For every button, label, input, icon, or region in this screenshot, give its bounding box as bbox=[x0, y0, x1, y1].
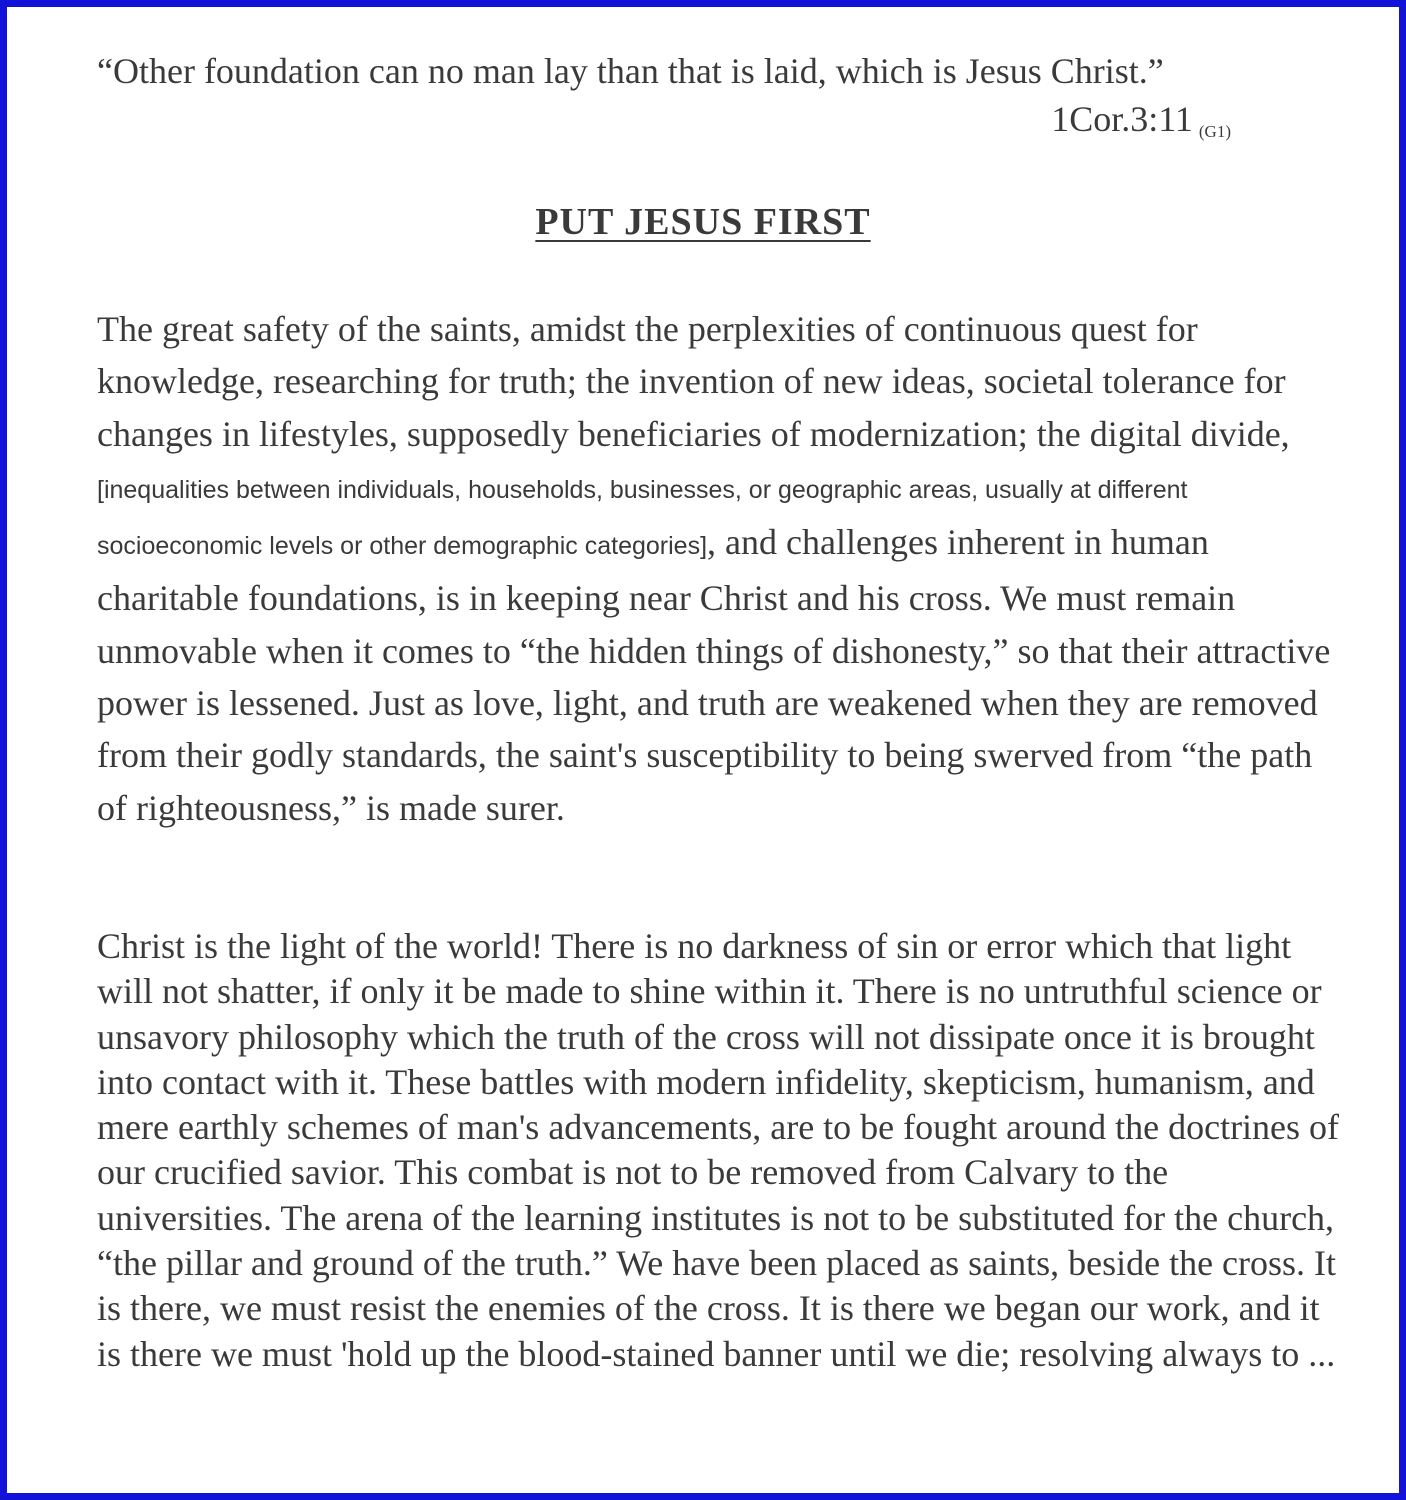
scripture-reference: 1Cor.3:11 bbox=[1051, 99, 1193, 139]
paragraph-2: Christ is the light of the world! There is no darkness of sin or error which that light will not shatter, if only it be made to shine within it. There is no untruthful science or unsavory philosophy which the truth of the cross will not dissipate once it is brought into contact with it. These battles with modern infidelity, skepticism, humanism, and mere earthly schemes of man's advancements, are to be fought around the doctrines of our crucified savior. This combat is not to be removed from Calvary to the universities. The arena of the learning institutes is not to be substituted for the church, “the pillar and ground of the truth.” We have been placed as saints, beside the cross. It is there, we must resist the enemies of the cross. It is there we began our work, and it is there we must 'hold up the blood-stained banner until we die; resolving always to ... bbox=[97, 926, 1340, 1374]
epigraph-reference bbox=[1051, 95, 1231, 156]
page-title: PUT JESUS FIRST bbox=[535, 201, 871, 243]
paragraph-1-text-before: The great safety of the saints, amidst the perplexities of continuous quest for knowledge, researching for truth; the invention of new ideas, societal tolerance for changes in lifestyles, supposedly beneficiaries of modernization; the digital divide, bbox=[97, 309, 1290, 454]
paragraph-1-text-after: , and challenges inherent in human charitable foundations, is in keeping near Christ and his cross. We must remain unmovable when it comes to “the hidden things of dishonesty,” so that their attractive power is lessened. Just as love, light, and truth are weakened when they are removed from their godly standards, the saint's susceptibility to being swerved from “the path of righteousness,” is made surer. bbox=[97, 522, 1331, 828]
paragraph-1 bbox=[97, 303, 1347, 834]
reference-code: (G1) bbox=[1198, 122, 1231, 141]
epigraph-quote: “Other foundation can no man lay than that is laid, which is Jesus Christ.” bbox=[97, 51, 1164, 91]
paragraph-1-aside: [inequalities between individuals, households, businesses, or geographic areas, usually at different socioeconomic levels or other demographic categories] bbox=[97, 475, 1188, 561]
